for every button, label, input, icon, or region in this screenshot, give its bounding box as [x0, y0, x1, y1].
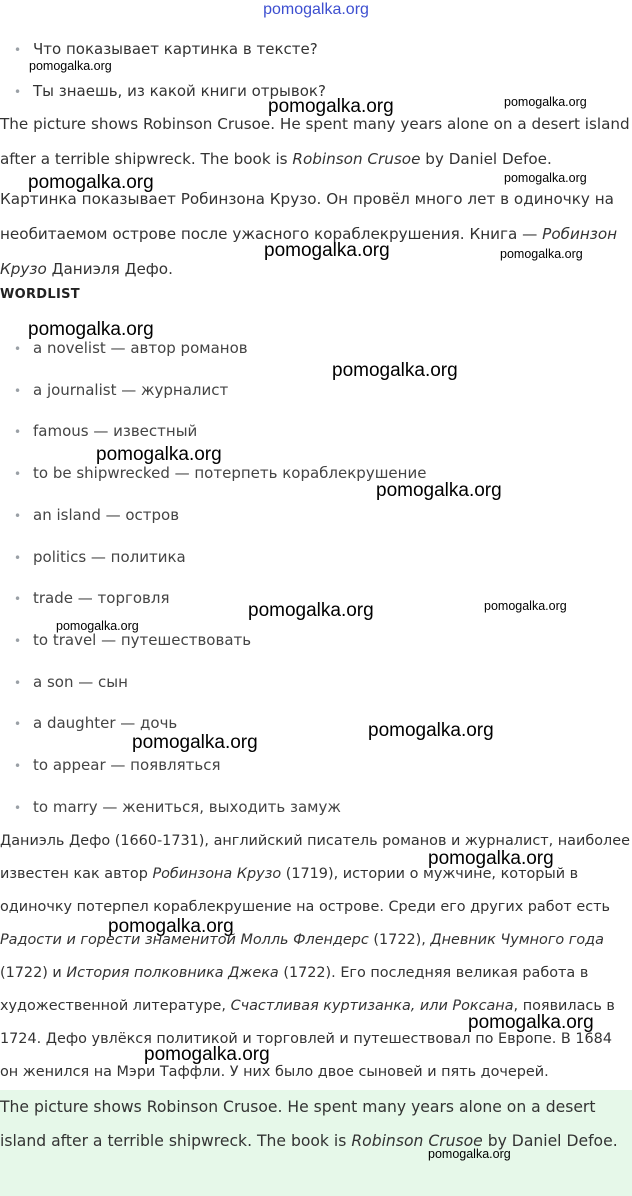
- answer-english: The picture shows Robinson Crusoe. He spent many years alone on a desert island after a terrible shipwreck. The book is Robinson Crusoe by Daniel Defoe.: [0, 115, 630, 168]
- wordlist-item: • a son — сын: [14, 673, 128, 691]
- wordlist-item: • trade — торговля: [14, 589, 169, 607]
- watermark: pomogalka.org: [28, 172, 154, 193]
- question-item: • Ты знаешь, из какой книги отрывок?: [14, 82, 326, 100]
- watermark: pomogalka.org: [268, 96, 394, 117]
- answer-highlight: The picture shows Robinson Crusoe. He spent many years alone on a desert island after a terrible shipwreck. The book is Robinson Crusoe by Daniel Defoe.: [0, 1098, 618, 1150]
- book-title: Robinson Crusoe: [351, 1132, 483, 1150]
- watermark: pomogalka.org: [428, 848, 554, 869]
- watermark: pomogalka.org: [376, 480, 502, 501]
- book-title: Робинзон Крузо: [0, 225, 618, 278]
- watermark: pomogalka.org: [132, 732, 258, 753]
- watermark: pomogalka.org: [108, 916, 234, 937]
- wordlist-item: • a daughter — дочь: [14, 714, 177, 732]
- watermark: pomogalka.org: [56, 619, 139, 633]
- watermark: pomogalka.org: [96, 444, 222, 465]
- wordlist-item: • to travel — путешествовать: [14, 631, 251, 649]
- watermark: pomogalka.org: [332, 360, 458, 381]
- book-title: Robinson Crusoe: [292, 150, 421, 168]
- biography-paragraph: Даниэль Дефо (1660-1731), английский писатель романов и журналист, наиболее известен как автор Робинзона Крузо (1719), истории о мужчине, который в одиночку потерпел кораблекрушение на острове. Среди его других работ есть Радости и горести знаменитой Молль Флендерс (1722), Дневник Чумного года (1722) и История полковника Джека (1722). Его последняя великая работа в художественной литературе, Счастливая куртизанка, или Роксана, появилась в 1724. Дефо увлёкся политикой и торговлей и путешествовал по Европе. В 1684 он женился на Мэри Таффли. У них было двое сыновей и пять дочерей.: [0, 833, 630, 1080]
- wordlist-item: • an island — остров: [14, 506, 179, 524]
- watermark: pomogalka.org: [264, 240, 390, 261]
- watermark: pomogalka.org: [504, 95, 587, 109]
- wordlist-item: • a journalist — журналист: [14, 381, 228, 399]
- watermark: pomogalka.org: [428, 1147, 511, 1161]
- wordlist-heading: WORDLIST: [0, 287, 80, 302]
- wordlist-item: • a novelist — автор романов: [14, 339, 248, 357]
- wordlist-item: • to appear — появляться: [14, 756, 221, 774]
- watermark: pomogalka.org: [468, 1012, 594, 1033]
- wordlist-item: • politics — политика: [14, 548, 186, 566]
- watermark: pomogalka.org: [484, 599, 567, 613]
- question-item: • Что показывает картинка в тексте?: [14, 40, 318, 58]
- watermark: pomogalka.org: [504, 171, 587, 185]
- wordlist-item: • to marry — жениться, выходить замуж: [14, 798, 341, 816]
- watermark: pomogalka.org: [29, 59, 112, 73]
- wordlist-item: • famous — известный: [14, 422, 197, 440]
- watermark: pomogalka.org: [144, 1044, 270, 1065]
- watermark: pomogalka.org: [368, 720, 494, 741]
- wordlist-item: • to be shipwrecked — потерпеть кораблекрушение: [14, 464, 426, 482]
- watermark: pomogalka.org: [28, 319, 154, 340]
- watermark: pomogalka.org: [248, 600, 374, 621]
- watermark: pomogalka.org: [500, 247, 583, 261]
- answer-russian: Картинка показывает Робинзона Крузо. Он провёл много лет в одиночку на необитаемом острове после ужасного кораблекрушения. Книга — Робинзон Крузо Даниэля Дефо.: [0, 190, 618, 278]
- site-logo-link[interactable]: pomogalka.org: [263, 1, 369, 18]
